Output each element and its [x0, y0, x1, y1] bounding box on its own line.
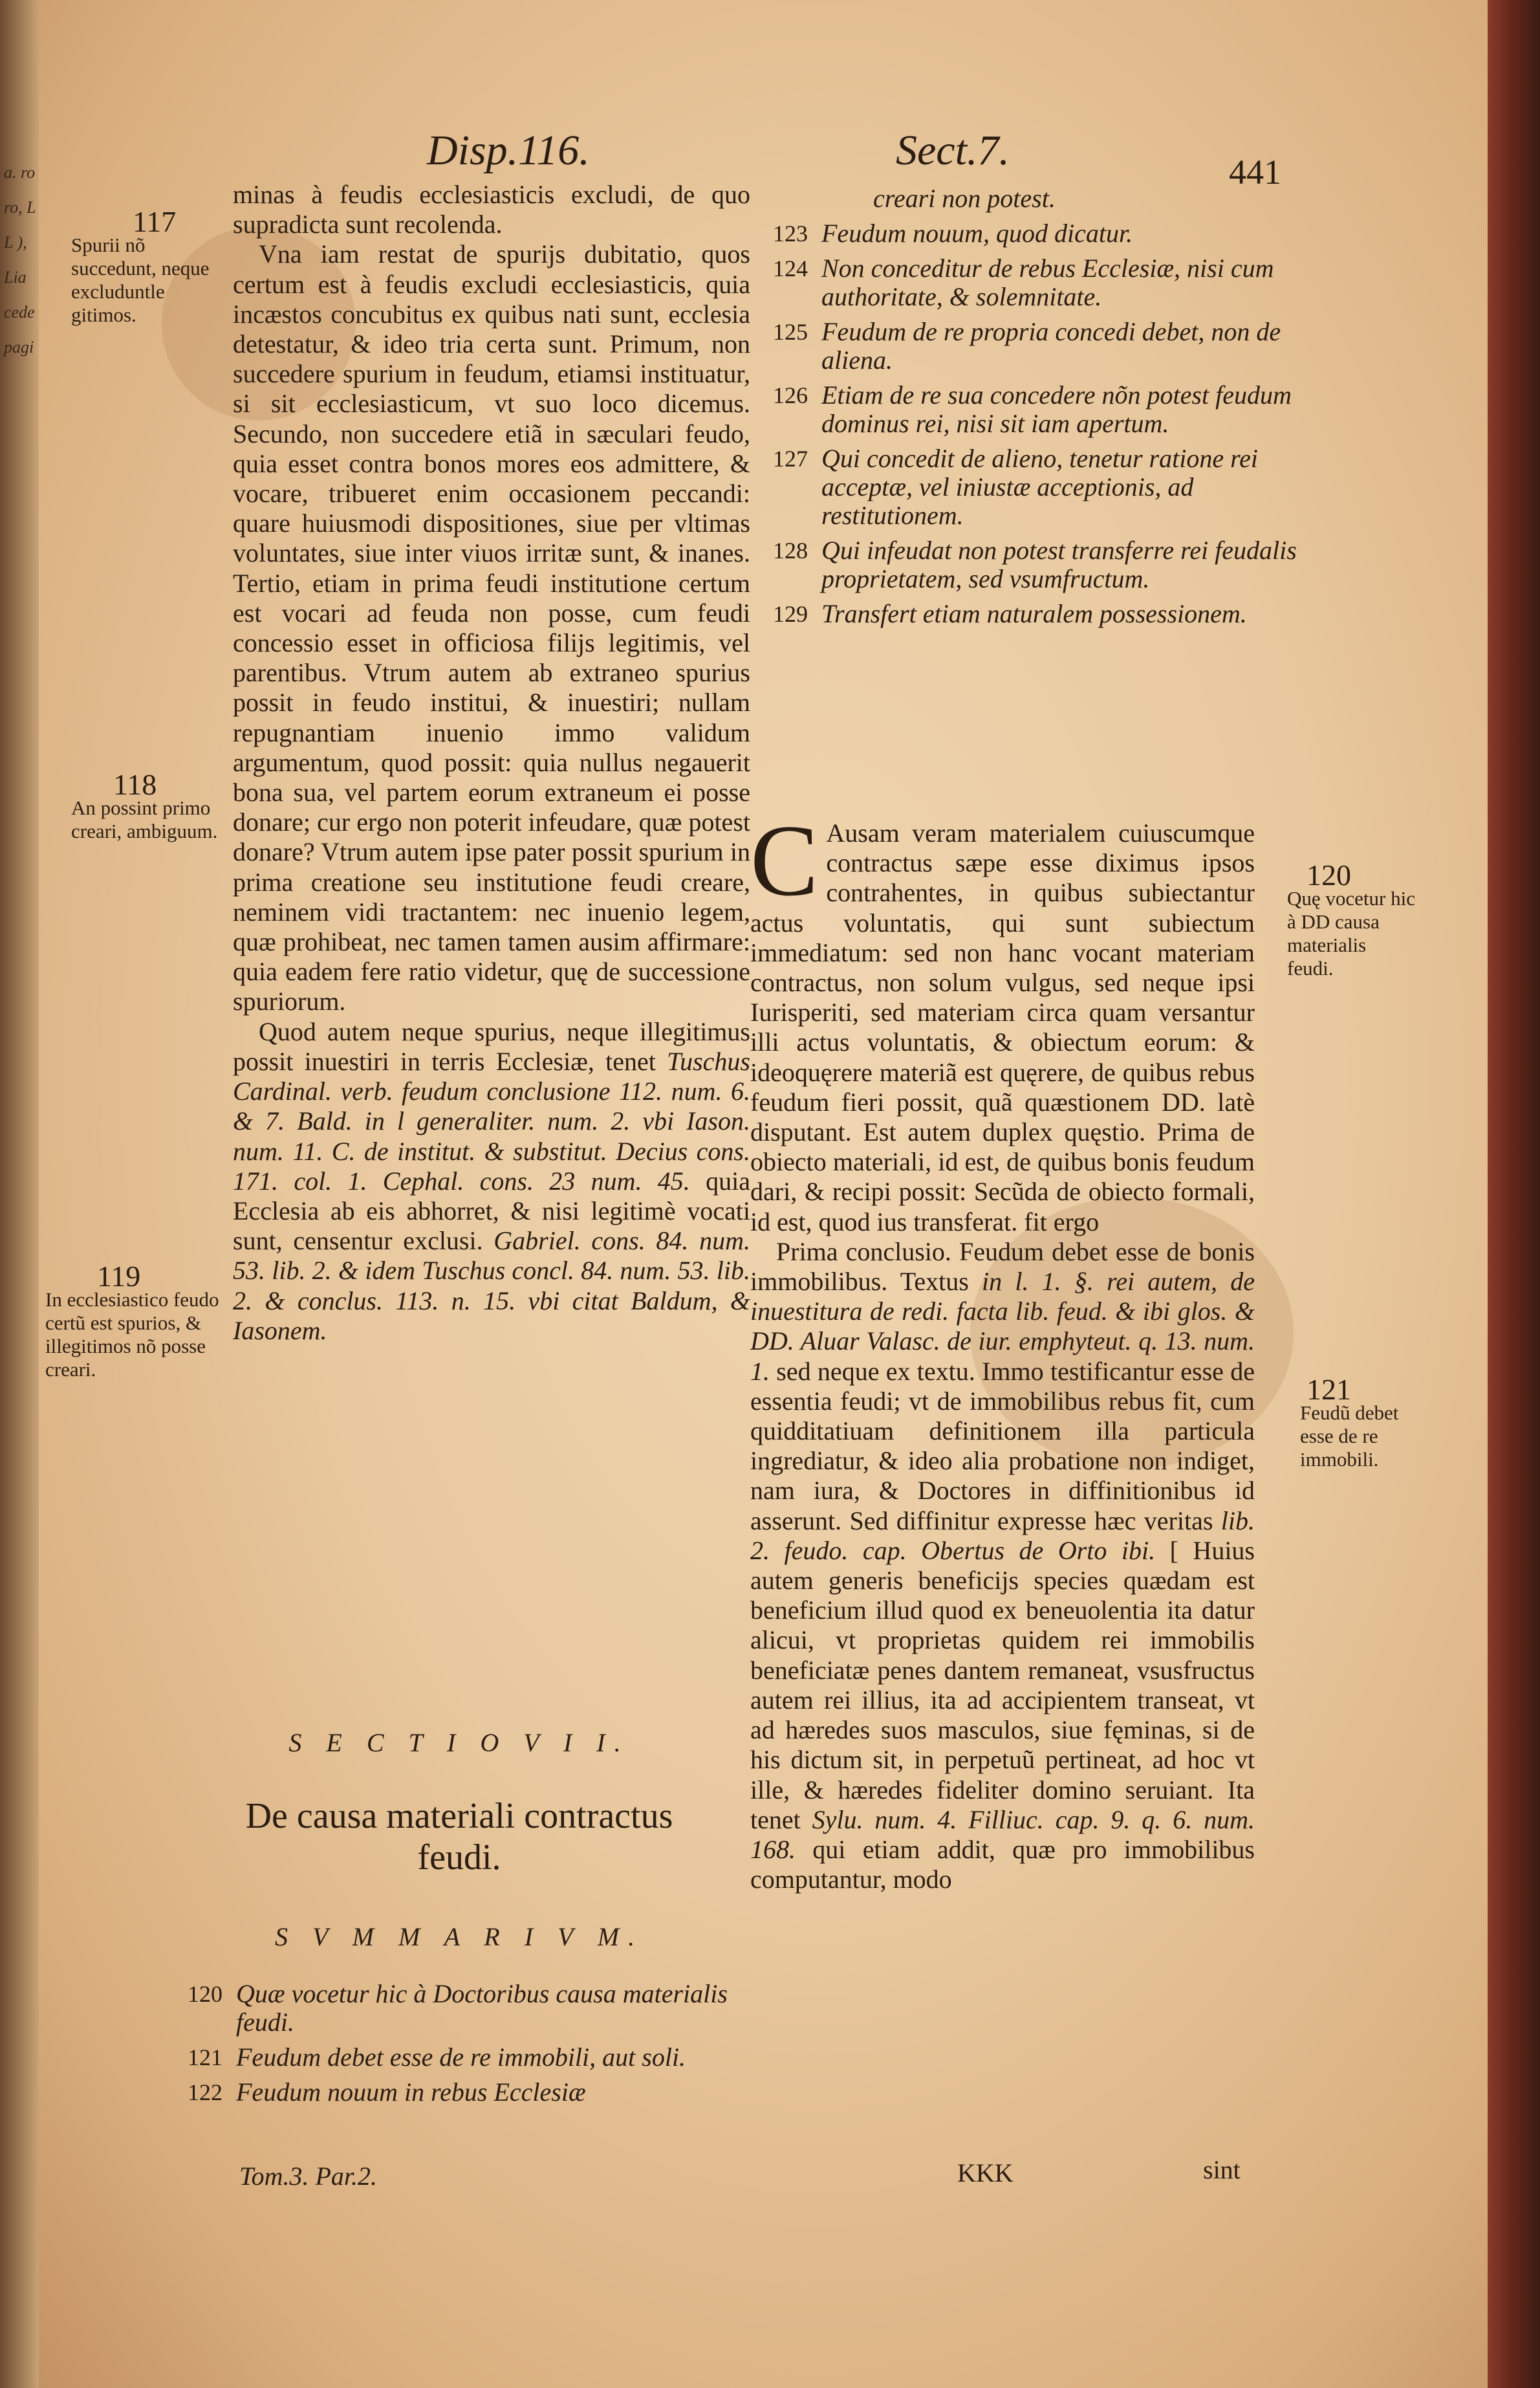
left-intro: minas à feudis ecclesiasticis excludi, de quo supradicta sunt recolenda. [233, 180, 750, 239]
summary-item: 125 Feudum de re propria concedi debet, non de aliena. [773, 317, 1281, 375]
summary-item: 126 Etiam de re sua concedere nõn potest feudum dominus rei, nisi sit iam apertum. [773, 380, 1292, 438]
summary-continued [773, 184, 1303, 635]
left-column [233, 180, 750, 1346]
gutter-text: a. ro ro, L L ), Lia cede pagi [4, 163, 36, 356]
summary-item: 127 Qui concedit de alieno, tenetur ratione rei acceptæ, vel iniustæ acceptionis, ad restitutionem. [773, 444, 1259, 530]
page-number: 441 [1229, 153, 1281, 192]
summary-item: 129 Transfert etiam naturalem possessionem. [773, 599, 1247, 628]
summary-item: creari non potest. [873, 184, 1056, 213]
summary-item: 124 Non conceditur de rebus Ecclesiæ, nisi cum authoritate, & solemnitate. [773, 254, 1274, 311]
section-subtitle: De causa materiali contractus feudi. [245, 1796, 673, 1878]
right-para-1: C Ausam veram materialem cuiuscumque contractus sæpe esse diximus ipsos contrahentes, in quibus subiectantur actus voluntatis, qui sunt subiectum immediatum: sed non hanc vocant materiam contractus, non solum vulgus, sed neque ipsi Iurisperiti, sed materiam circa quam versantur illi actus voluntatis, & obiectum eorum: & ideoquęrere materiã est quęrere, de quibus rebus feudum fieri possit, quã quæstionem DD. latè disputant. Est autem duplex quęstio. Prima de obiecto materiali, id est, de quibus bonis feudum dari, & recipi possit: Secũda de obiecto formali, id est, quod ius transferat. fit ergo [750, 804, 1255, 1236]
right-column [750, 804, 1255, 1894]
section-title: S E C T I O V I I. [288, 1728, 630, 1757]
tome-footer: Tom.3. Par.2. [239, 2162, 378, 2191]
left-para-2: Quod autem neque spurius, neque illegitimus possit inuestiri in terris Ecclesiæ, tenet Tuschus Cardinal. verb. feudum conclusione 112. num. 6. & 7. Bald. in l generaliter. num. 2. vbi Iason. num. 11. C. de institut. & substitut. Decius cons. 171. col. 1. Cephal. cons. 23 num. 45. quia Ecclesia ab eis abhorret, & nisi legitimè vocati sunt, censentur exclusi. Gabriel. cons. 84. num. 53. lib. 2. & idem Tuschus concl. 84. num. 53. lib. 2. & conclus. 113. n. 15. vbi citat Baldum, & Iasonem. [233, 1016, 750, 1345]
gutter [0, 0, 39, 2388]
drop-cap: C [750, 804, 819, 917]
margin-note-117: 117 Spurii nõ succedunt, neque excluduntle gitimos. [71, 205, 210, 326]
margin-note-120: 120 Quę vocetur hic à DD causa materialis feudi. [1287, 859, 1415, 980]
header-sect: Sect.7. [896, 127, 1010, 174]
summary-item: 123 Feudum nouum, quod dicatur. [773, 219, 1133, 248]
summary-item: 121 Feudum debet esse de re immobili, aut soli. [188, 2043, 686, 2072]
summarium-heading: S V M M A R I V M. [274, 1922, 644, 1951]
summary-list [188, 1980, 731, 2113]
book-edge [1488, 0, 1540, 2388]
summary-item: 122 Feudum nouum in rebus Ecclesiæ [188, 2077, 586, 2107]
left-para-1: Vna iam restat de spurijs dubitatio, quos certum est à feudis excludi ecclesiasticis, quia incæstos concubitus ex quibus nati sunt, ecclesia detestatur, & ideo tria certa sunt. Primum, non succedere spurium in feudum, etiamsi instituatur, si sit ecclesiasticum, vt suo loco dicemus. Secundo, non succedere etiã in sæculari feudo, quia esset contra bonos mores eos admittere, & vocare, tribueret enim occasionem peccandi: quare huiusmodi dispositiones, siue per vltimas voluntates, siue inter viuos irritæ sunt, & inanes. Tertio, etiam in prima feudi institutione certum est vocari ad feuda non posse, cum feudi concessio esset in officiosa filijs legitimis, vel parentibus. Vtrum autem ab extraneo spurius possit in feudo institui, & inuestiri; nullam repugnantiam inuenio immo validum argumentum, quod possit: quia nullus negauerit bona sua, vel partem eorum extraneum ei posse donare; cur ergo non poterit infeudare, quæ potest donare? Vtrum autem ipse pater possit spurium in prima creatione seu institutione feudi creare, neminem vidi tractantem: nec inuenio legem, quæ prohibeat, nec tamen tamen ausim affirmare: quia eadem fere ratio videtur, quę de successione spuriorum. [233, 239, 750, 1016]
margin-note-118: 118 An possint primo creari, ambiguum. [71, 768, 218, 842]
catchword: sint [1203, 2155, 1241, 2184]
summary-item: 128 Qui infeudat non potest transferre rei feudalis proprietatem, sed vsumfructum. [773, 536, 1297, 593]
header-disp: Disp.116. [427, 127, 590, 174]
margin-note-121: 121 Feudũ debet esse de re immobili. [1300, 1373, 1399, 1471]
signature-mark: KKK [957, 2158, 1014, 2187]
right-para-2: Prima conclusio. Feudum debet esse de bonis immobilibus. Textus in l. 1. §. rei autem, de inuestitura de redi. facta lib. feud. & ibi glos. & DD. Aluar Valasc. de iur. emphyteut. q. 13. num. 1. sed neque ex textu. Immo testificantur esse de essentia feudi; vt de immobilibus rebus fit, cum quidditatiuam definitionem illa particula ingrediatur, & ideo alia probatione non indiget, nam iura, & Doctores in diffinitionibus id asserunt. Sed diffinitur expresse hæc veritas lib. 2. feudo. cap. Obertus de Orto ibi. [ Huius autem generis beneficijs species quædam est beneficium illud quod ex beneuolentia ita datur alicui, vt proprietas quidem rei immobilis beneficiatæ penes dantem remaneat, vsusfructus autem rei illius, ita ad accipientem transeat, vt ad hæredes suos masculos, siue fęminas, si de his dictum sit, in perpetuũ pertineat, ad hoc vt ille, & hæredes fideliter domino seruiant. Ita tenet Sylu. num. 4. Filliuc. cap. 9. q. 6. num. 168. qui etiam addit, quæ pro immobilibus computantur, modo [750, 1236, 1255, 1894]
margin-note-119: 119 In ecclesiastico feudo certũ est spurios, & illegitimos nõ posse creari. [45, 1260, 219, 1381]
summary-item: 120 Quæ vocetur hic à Doctoribus causa materialis feudi. [188, 1979, 728, 2037]
